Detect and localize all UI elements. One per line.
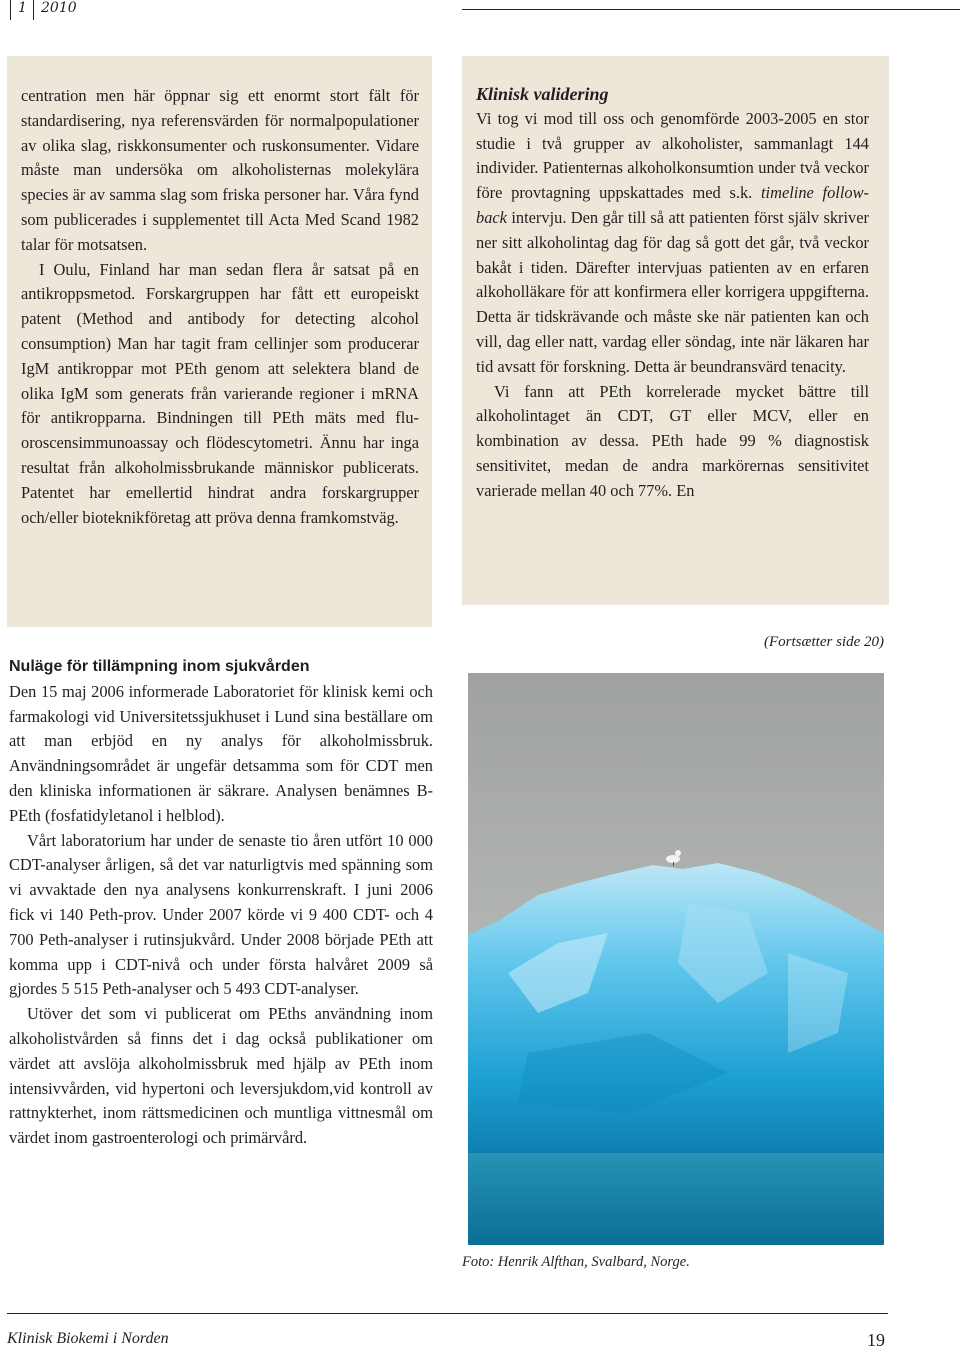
left-box-text [21, 84, 419, 530]
header-rule-right [462, 9, 960, 10]
header-rule-separator [33, 0, 34, 20]
section-heading-klinisk-validering: Klinisk validering [476, 84, 609, 104]
photo-caption: Foto: Henrik Alfthan, Svalbard, Norge. [462, 1254, 690, 1270]
issue-year: 2010 [41, 0, 77, 16]
header-rule-left [10, 0, 11, 20]
page-number: 19 [867, 1330, 885, 1350]
body-paragraph: Vårt laboratorium har under de senaste tio åren utfört 10 000 CDT-analyser årligen, så det var naturligtvis med spänning som vi avvaktade den nya analysens konkurrenskraft. I juni 2006 fick vi 140 Peth-prov. Under 2007 körde vi 9 400 CDT- och 4 700 Peth-analyser i rutinsjukvård. Under 2008 började PEth att komma upp i CDT-nivå och under första halvåret 2009 så gjordes 5 515 Peth-analyser och 5 493 CDT-analyser. [9, 830, 433, 999]
continued-note: (Fortsætter side 20) [764, 634, 884, 650]
text-run: intervju. Den går till så att patienten först själv skriver ner sitt alkoholintag dag för dag så gott det går, två veckor bakåt i tiden. Därefter intervjuas patienten av en erfaren alkoholläkare för att konfirmera eller korrigera uppgifterna. Detta är tidskrävande och måste ske när patienten kan och vill, dag eller natt, vardag eller söndag, inte när läkaren har tid avsatt för forskning. Detta är beundransvärd tenacity. [476, 207, 869, 376]
text-run: Vi tog vi mod till oss och genomförde 2003-2005 en stor studie i två grupper av alkoholister, sammanlagt 144 individer. Patienternas alkoholkonsumtion under två veckor före provtagning uppskattades med s.k. [476, 108, 869, 203]
body-paragraph: Den 15 maj 2006 informerade Laboratoriet för klinisk kemi och farmakologi vid Universitetssjukhuset i Lund sina beställare om att man erbjöd en ny analys för alkoholmissbruk. Användningsområdet är ungefär detsamma som för CDT men den kliniska informationen är säkrare. Analysen benämnes B-PEth (fosfatidyletanol i helblod). [9, 681, 433, 825]
lower-left-text [9, 655, 433, 1151]
left-box-paragraph: centration men här öppnar sig ett enormt stort fält för standardisering, nya referensvärden för normalpopulationer av olika slag, riskkonsumenter och ruskonsumenter. Vidare måste man undersöka om alkoholisternas molekylära species är av samma slag som friska personer har. Våra fynd som publicerades i supplementet till Acta Med Scand 1982 talar för motsatsen. [21, 86, 419, 254]
right-box-paragraph [476, 107, 869, 380]
text-run-italic: timeline follow-back [476, 183, 869, 227]
iceberg-illustration [468, 673, 884, 1245]
section-heading-nulage: Nuläge för tillämpning inom sjukvården [9, 658, 310, 675]
issue-number: 1 [18, 0, 27, 16]
footer-rule [7, 1313, 888, 1314]
iceberg-photo [468, 673, 884, 1245]
body-paragraph: Utöver det som vi publicerat om PEths användning inom alkoholistvården så finns det i dag också publikationer om värdet att avslöja alkoholmissbruk med hjälp av PEth inom intensivvården, vid hypertoni och leversjukdom,vid kontroll av rattnykterhet, inom rättsmedicinen och muntliga vittnesmål om värdet inom gastroenterologi och primärvård. [9, 1004, 433, 1148]
left-box-paragraph: I Oulu, Finland har man sedan flera år satsat på en antikroppsmetod. Forskargruppen har fått ett europeiskt patent (Method and antibody for detecting alcohol consumption) Man har tagit fram cellinjer som producerar IgM antikroppar mot PEth genom att selektera bland de olika IgM som generats från varierande regioner i mRNA för antikropparna. Bindningen till PEth mäts med fluoroscensimmunoassay och flödescytometri. Ännu har inga resultat från alkoholmissbrukande människor publicerats. Patentet har emellertid hindrat andra forskargrupper och/eller bioteknikföretag att pröva denna framkomstväg. [21, 259, 419, 527]
right-box-text [476, 82, 869, 504]
page-header [0, 0, 960, 22]
journal-name: Klinisk Biokemi i Norden [7, 1330, 169, 1347]
right-box-paragraph: Vi fann att PEth korrelerade mycket bättre till alkoholintaget än CDT, GT eller MCV, eller en kombination av dessa. PEth hade 99 % diagnostisk sensitivitet, medan de andra markörernas sensitivitet varierade mellan 40 och 77%. En [476, 381, 869, 500]
